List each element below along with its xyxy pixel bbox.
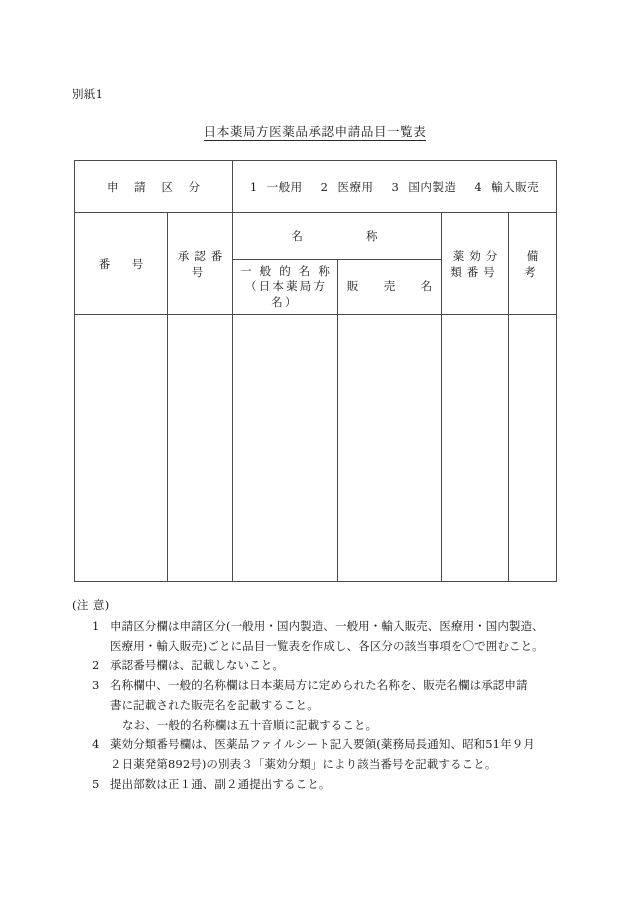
- note-number: 4: [92, 737, 100, 752]
- note-line: 名称欄中、一般的名称欄は日本薬局方に定められた名称を、販売名欄は承認申請: [110, 678, 528, 693]
- header-generic-name: [233, 260, 338, 315]
- note-number: 3: [92, 678, 100, 693]
- note-line: 医療用・輸入販売)ごとに品目一覧表を作成し、各区分の該当事項を〇で囲むこと。: [110, 638, 544, 653]
- header-generic-name-stack: [233, 264, 337, 311]
- header-number: 番 号: [75, 213, 168, 315]
- header-brand-name: 販 売 名: [338, 260, 442, 315]
- application-category-option-list: [233, 179, 556, 195]
- note-item: [72, 775, 572, 795]
- category-option-4-number[interactable]: 4: [474, 179, 483, 194]
- category-option-1-number[interactable]: 1: [249, 179, 258, 194]
- header-generic-name-line1: 一 般 的 名 称: [240, 263, 333, 278]
- header-drug-class-number: 薬効分類番号: [442, 213, 509, 315]
- category-option-3-label[interactable]: 国内製造: [408, 179, 457, 194]
- note-text: [110, 735, 572, 775]
- body-cell-number[interactable]: [75, 315, 168, 582]
- notes-heading: (注 意): [72, 598, 110, 612]
- application-list-table: [74, 160, 560, 582]
- header-approval-number: 承認番号: [168, 213, 233, 315]
- note-line: なお、一般的名称欄は五十音順に記載すること。: [122, 717, 378, 732]
- notes-section: [72, 596, 572, 795]
- note-text: [110, 656, 572, 676]
- body-cell-remarks[interactable]: [509, 315, 557, 582]
- category-option-4-label[interactable]: 輸入販売: [491, 179, 540, 194]
- body-cell-generic-name[interactable]: [233, 315, 338, 582]
- page-title: [0, 122, 630, 140]
- category-option-2-number[interactable]: 2: [320, 179, 329, 194]
- note-text: [110, 676, 572, 735]
- table-row-application-category: [75, 161, 557, 213]
- note-item: [72, 656, 572, 676]
- note-text: [110, 775, 572, 795]
- body-cell-approval-number[interactable]: [168, 315, 233, 582]
- header-name-char-1: 名: [291, 229, 308, 243]
- application-category-label: 申 請 区 分: [75, 161, 233, 213]
- note-item: [72, 676, 572, 735]
- header-name-group-inner: [233, 228, 441, 244]
- notes-list: [72, 617, 572, 795]
- note-line: 提出部数は正１通、副２通提出すること。: [110, 776, 331, 791]
- note-item: [72, 617, 572, 657]
- category-option-2-label[interactable]: 医療用: [337, 179, 374, 194]
- category-option-3-number[interactable]: 3: [391, 179, 400, 194]
- note-line: 承認番号欄は、記載しないこと。: [110, 658, 284, 673]
- note-number: 2: [92, 658, 100, 673]
- body-cell-brand-name[interactable]: [338, 315, 442, 582]
- note-line: ２日薬発第892号)の別表３「薬効分類」により該当番号を記載すること。: [110, 757, 497, 772]
- document-label: 別紙1: [72, 87, 104, 101]
- table-row-empty-body: [75, 315, 557, 582]
- note-number: 5: [92, 776, 100, 791]
- note-item: [72, 735, 572, 775]
- category-option-1-label[interactable]: 一般用: [266, 179, 303, 194]
- note-number: 1: [92, 618, 100, 633]
- page-title-text: 日本薬局方医薬品承認申請品目一覧表: [203, 124, 427, 139]
- note-text: [110, 617, 572, 657]
- application-category-options: [233, 161, 557, 213]
- header-remarks: 備 考: [509, 213, 557, 315]
- header-name-char-2: 称: [366, 229, 383, 243]
- note-line: 申請区分欄は申請区分(一般用・国内製造、一般用・輸入販売、医療用・国内製造、: [110, 618, 544, 633]
- header-generic-name-line2: （日本薬局方名）: [244, 279, 328, 309]
- header-name-group: [233, 213, 442, 260]
- body-cell-drug-class-number[interactable]: [442, 315, 509, 582]
- note-line: 書に記載された販売名を記載すること。: [110, 697, 319, 712]
- table-header-row-top: [75, 213, 557, 260]
- note-line: 薬効分類番号欄は、医薬品ファイルシート記入要領(薬務局長通知、昭和51年９月: [110, 737, 535, 752]
